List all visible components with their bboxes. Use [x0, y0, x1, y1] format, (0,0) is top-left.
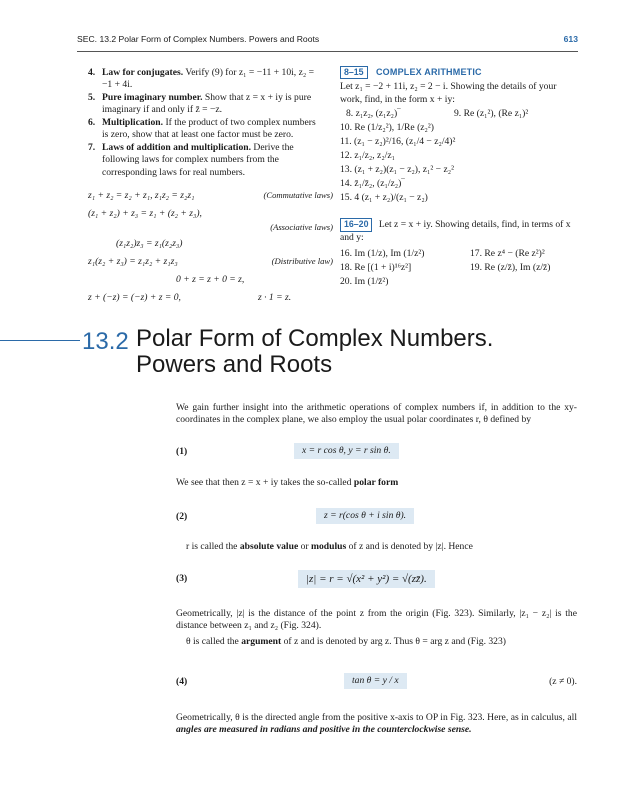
- problem-17: 17. Re z⁴ − (Re z²)²: [470, 248, 545, 260]
- problem-20: 20. Im (1/z̄²): [340, 276, 389, 288]
- running-header-title: SEC. 13.2 Polar Form of Complex Numbers. Powers and Roots: [77, 34, 320, 44]
- law-tag: (Commutative laws): [263, 190, 333, 200]
- body-p6: Geometrically, θ is the directed angle from the positive x-axis to OP in Fig. 323. Here, as in calculus, all angles are measured in radians and positive in the counterclockwise sense.: [176, 712, 577, 736]
- problem-15: 15. 4 (z₁ + z₂)/(z₁ − z₂): [340, 192, 428, 204]
- equation-1: (1) x = r cos θ, y = r sin θ.: [176, 443, 577, 463]
- laws-block: [88, 190, 333, 308]
- body-p2: We see that then z = x + iy takes the so-called polar form: [176, 477, 399, 488]
- body-p5: θ is called the argument of z and is denoted by arg z. Thus θ = arg z and (Fig. 323): [186, 636, 506, 647]
- problem-set-intro: Let z₁ = −2 + 11i, z₂ = 2 − i. Showing the details of your work, find, in the form x + iy:: [340, 81, 557, 105]
- problem-19: 19. Re (z/z̄), Im (z/z̄): [470, 262, 551, 274]
- problem-7: 7. Laws of addition and multiplication. Derive the following laws for complex numbers from the corresponding laws for real numbers.: [88, 141, 294, 178]
- law-associative-2: (z₁z₂)z₃ = z₁(z₂z₃): [116, 238, 183, 249]
- problem-14: 14. z̄₁/z̄₂, (z₁/z₂)‾: [340, 178, 405, 190]
- body-intro: We gain further insight into the arithmetic operations of complex numbers if, in addition to the xy-coordinates in the complex plane, we also employ the usual polar coordinates r, θ defined by: [176, 402, 577, 426]
- law-tag: (Associative laws): [270, 222, 333, 232]
- problem-18: 18. Re [(1 + i)¹⁶z²]: [340, 262, 412, 274]
- problem-5: 5. Pure imaginary number. Show that z = x + iy is pure imaginary if and only if z̄ = −z.: [88, 91, 312, 116]
- problem-set-intro: Let z = x + iy. Showing details, find, in terms of x and y:: [340, 219, 571, 243]
- problem-4: 4. Law for conjugates. Verify (9) for z₁ = −11 + 10i, z₂ = −1 + 4i.: [88, 67, 315, 91]
- section-title: Polar Form of Complex Numbers. Powers and Roots: [136, 325, 494, 379]
- problem-set-title: COMPLEX ARITHMETIC: [375, 67, 482, 77]
- equation-2: (2) z = r(cos θ + i sin θ).: [176, 508, 577, 528]
- problem-10: 10. Re (1/z₂²), 1/Re (z₂²): [340, 122, 434, 134]
- law-associative-1: (z₁ + z₂) + z₃ = z₁ + (z₂ + z₃),: [88, 208, 202, 219]
- problems-left-column: [88, 67, 322, 179]
- body-p4: Geometrically, |z| is the distance of the point z from the origin (Fig. 323). Similarly, |z₁ − z₂| is the distance between z₁ and z₂ (Fig. 324).: [176, 608, 577, 632]
- section-number: 13.2: [82, 328, 129, 355]
- law-tag: (Distributive law): [271, 256, 333, 266]
- problem-6: 6. Multiplication. If the product of two complex numbers is zero, show that at least one factor must be zero.: [88, 116, 316, 141]
- problem-8: 8. z₁z₂, (z₁z₂)‾: [346, 108, 401, 120]
- law-commutative: z₁ + z₂ = z₂ + z₁, z₁z₂ = z₂z₁: [88, 190, 195, 201]
- law-zero: 0 + z = z + 0 = z,: [176, 274, 245, 285]
- equation-3: (3) |z| = r = √(x² + y²) = √(zz̄).: [176, 570, 577, 590]
- problem-9: 9. Re (z₁²), (Re z₁)²: [454, 108, 529, 120]
- section-rule: [0, 340, 80, 341]
- problem-12: 12. z₁/z₂, z₂/z₁: [340, 150, 395, 162]
- problem-range-tag: 16–20: [340, 218, 372, 231]
- running-header: [77, 34, 578, 48]
- problem-range-tag: 8–15: [340, 66, 368, 79]
- header-rule: [77, 51, 578, 52]
- problems-right-column: [340, 66, 578, 290]
- page-number: 613: [563, 34, 578, 44]
- equation-4-condition: (z ≠ 0).: [549, 676, 577, 687]
- law-unit: z · 1 = z.: [258, 292, 292, 303]
- equation-4: (4) tan θ = y / x (z ≠ 0).: [176, 670, 577, 696]
- problem-13: 13. (z₁ + z₂)(z₁ − z₂), z₁² − z₂²: [340, 164, 454, 176]
- problem-16: 16. Im (1/z), Im (1/z²): [340, 248, 425, 260]
- problem-11: 11. (z₁ − z₂)²/16, (z₁/4 − z₂/4)²: [340, 136, 456, 148]
- law-inverse: z + (−z) = (−z) + z = 0,: [88, 292, 181, 303]
- body-p3: r is called the absolute value or modulus of z and is denoted by |z|. Hence: [186, 541, 473, 552]
- law-distributive: z₁(z₂ + z₃) = z₁z₂ + z₁z₃: [88, 256, 178, 267]
